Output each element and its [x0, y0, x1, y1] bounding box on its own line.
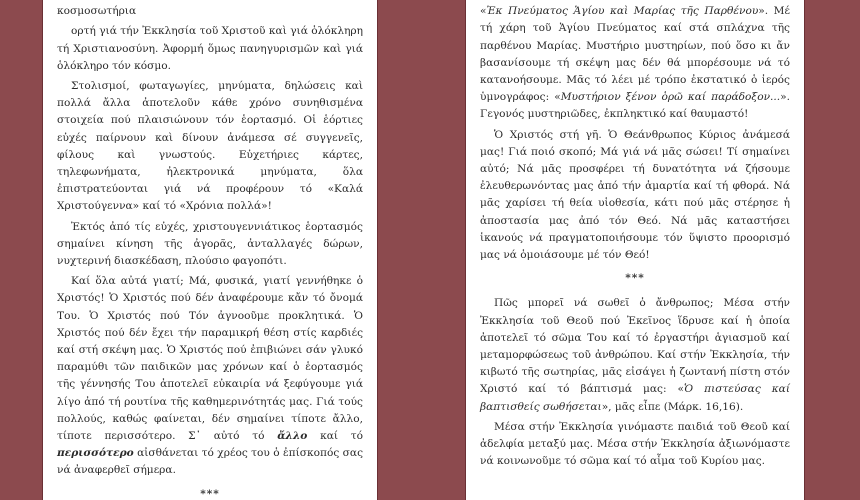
emphasis-text: ἄλλο — [277, 430, 308, 443]
text-run: καί τό — [307, 430, 363, 443]
text-run: ». Μέ τή χάρη τοῦ Ἁγίου Πνεύματος καί στά σπλάχνα τῆς παρθένου Μαρίας. Μυστήριο μυστηρίων, πού ὅσο κι ἄν βασανίσουμε τή σκέψη μας δέν θά μπορέσουμε νά τό κατανοήσουμε. Μᾶς τό λέει μέ τρόπο ἐκστατικό ὁ ἱερός ὑμνογράφος: « — [480, 5, 790, 104]
text-run: Μέσα στήν Ἐκκλησία γινόμαστε παιδιά τοῦ Θεοῦ καί ἀδελφία μεταξύ μας. Μέσα στήν Ἐκκλησία ἀξιωνόμαστε νά κοινωνοῦμε τό σῶμα καί τό αἷμα τοῦ Κυρίου μας. — [480, 420, 790, 468]
left-page-text — [43, 0, 377, 500]
section-separator: *** — [625, 272, 645, 285]
text-run: ». Γεγονός μυστηριῶδες, ἐκπληκτικό καί θαυμαστό! — [480, 91, 790, 121]
paragraph — [480, 127, 790, 265]
text-run: « — [480, 5, 487, 18]
text-run: Ἐκτός ἀπό τίς εὐχές, χριστουγεννιάτικος ἑορτασμός σημαίνει κίνηση τῆς ἀγορᾶς, ἀνταλλαγές δώρων, νυχτερινή διασκέδαση, πλούσιο φαγοπότι. — [57, 220, 363, 268]
emphasis-text: Ὁ πιστεύσας καί βαπτισθείς σωθήσεται — [480, 383, 790, 413]
left-page — [42, 0, 378, 500]
paragraph — [57, 78, 363, 216]
paragraph — [480, 295, 790, 415]
text-run: κοσμοσωτήρια — [57, 5, 137, 18]
text-run: αἰσθάνεται τό χρέος του ὁ ἐπίσκοπός σας νά ἀναφερθεῖ σήμερα. — [57, 447, 363, 477]
emphasis-text: Μυστήριον ξένον ὁρῶ καί παράδοξον... — [560, 91, 781, 104]
paragraph — [57, 23, 363, 75]
text-run: Καί ὅλα αὐτά γιατί; Μά, φυσικά, γιατί γεννήθηκε ὁ Χριστός! Ὁ Χριστός πού δέν ἀναφέρουμε κἄν τό ὄνομά Του. Ὁ Χριστός πού Τόν ἀγνοοῦμε προκλητικά. Ὁ Χριστός πού δέν ἔχει τήν παραμικρή θέση στίς καρδιές καί στή σκέψη μας. Ὁ Χριστός πού ἐπιβιώνει σάν γλυκό παραμύθι τῶν παιδικῶν μας χρόνων καί ὁ ἑορτασμός τῆς γέννησής Του ἀποτελεῖ εὐκαιρία νά ξεφύγουμε γιά λίγο ἀπό τή ρουτίνα τῆς καθημερινότητάς μας. Γιά τούς πολλούς, καθώς φαίνεται, δέν σημαίνει τίποτε ἄλλο, τίποτε περισσότερο. Σ᾽ αὐτό τό — [57, 275, 363, 443]
text-run: ορτή γιά τήν Ἐκκλησία τοῦ Χριστοῦ καὶ γιά ὁλόκληρη τή Χριστιανοσύνη. Ἀφορμή ὅμως πανηγυρισμῶν καὶ γιά ὁλόκληρο τόν κόσμο. — [57, 25, 363, 72]
text-run: Στολισμοί, φωταγωγίες, μηνύματα, δηλώσεις καὶ πολλά ἄλλα ἀποτελοῦν κάθε χρόνο συνηθισμένα στοιχεία πού πλαισιώνουν τόν ἑορτασμό. Οἱ ἑόρτιες εὐχές παίρνουν καὶ δίνουν ἀνάμεσα σέ συγγενεῖς, φίλους καὶ γνωστούς. Εὐχετήριες κάρτες, τηλεφωνήματα, ἠλεκτρονικά μηνύματα, ὅλα ἐπιστρατεύονται γιά νά προφέρουν τό «Καλά Χριστούγεννα» καί τό «Χρόνια πολλά»! — [57, 80, 363, 213]
paragraph — [57, 273, 363, 479]
emphasis-text: Ἐκ Πνεύματος Ἁγίου καὶ Μαρίας τῆς Παρθένου — [486, 5, 759, 18]
text-run: », μᾶς εἶπε (Μάρκ. 16,16). — [601, 400, 744, 413]
text-run: Πῶς μπορεῖ νά σωθεῖ ὁ ἄνθρωπος; Μέσα στήν Ἐκκλησία τοῦ Θεοῦ πού Ἐκεῖνος ἵδρυσε καί ἡ ὁποία ἀποτελεῖ τό σῶμα Του καί τό ἐργαστήρι ἁγιασμοῦ καί μεταμορφώσεως τοῦ ἀνθρώπου. Καί στήν Ἐκκλησία, τήν κιβωτό τῆς σωτηρίας, μᾶς εἰσάγει ἡ ζωντανή πίστη στόν Χριστό καί τό βάπτισμά μας: « — [480, 297, 790, 396]
right-page — [465, 0, 805, 500]
text-run: Ὁ Χριστός στή γῆ. Ὁ Θεάνθρωπος Κύριος ἀνάμεσά μας! Γιά ποιό σκοπό; Μά γιά νά μᾶς σώσει! Τί σημαίνει αὐτό; Νά μᾶς προσφέρει τή δυνατότητα νά ζήσουμε ἐλευθερωνόντας μας ἀπό τήν ἁμαρτία καί τή φθορά. Νά μᾶς χαρίσει τή θεία υἱοθεσία, κάτι πού μᾶς στέρησε ἡ ἀποστασία μας ἀπό τόν Θεό. Νά μᾶς καταστήσει ἱκανούς νά πραγματοποιήσουμε τόν ὕψιστο προορισμό μας νά ὁμοιάσουμε μέ τόν Θεό! — [480, 128, 790, 262]
paragraph — [57, 0, 363, 20]
emphasis-text: περισσότερο — [57, 447, 134, 460]
paragraph — [480, 419, 790, 471]
paragraph — [480, 0, 790, 124]
right-page-text — [466, 0, 804, 473]
section-separator: *** — [200, 487, 220, 500]
paragraph — [57, 219, 363, 271]
